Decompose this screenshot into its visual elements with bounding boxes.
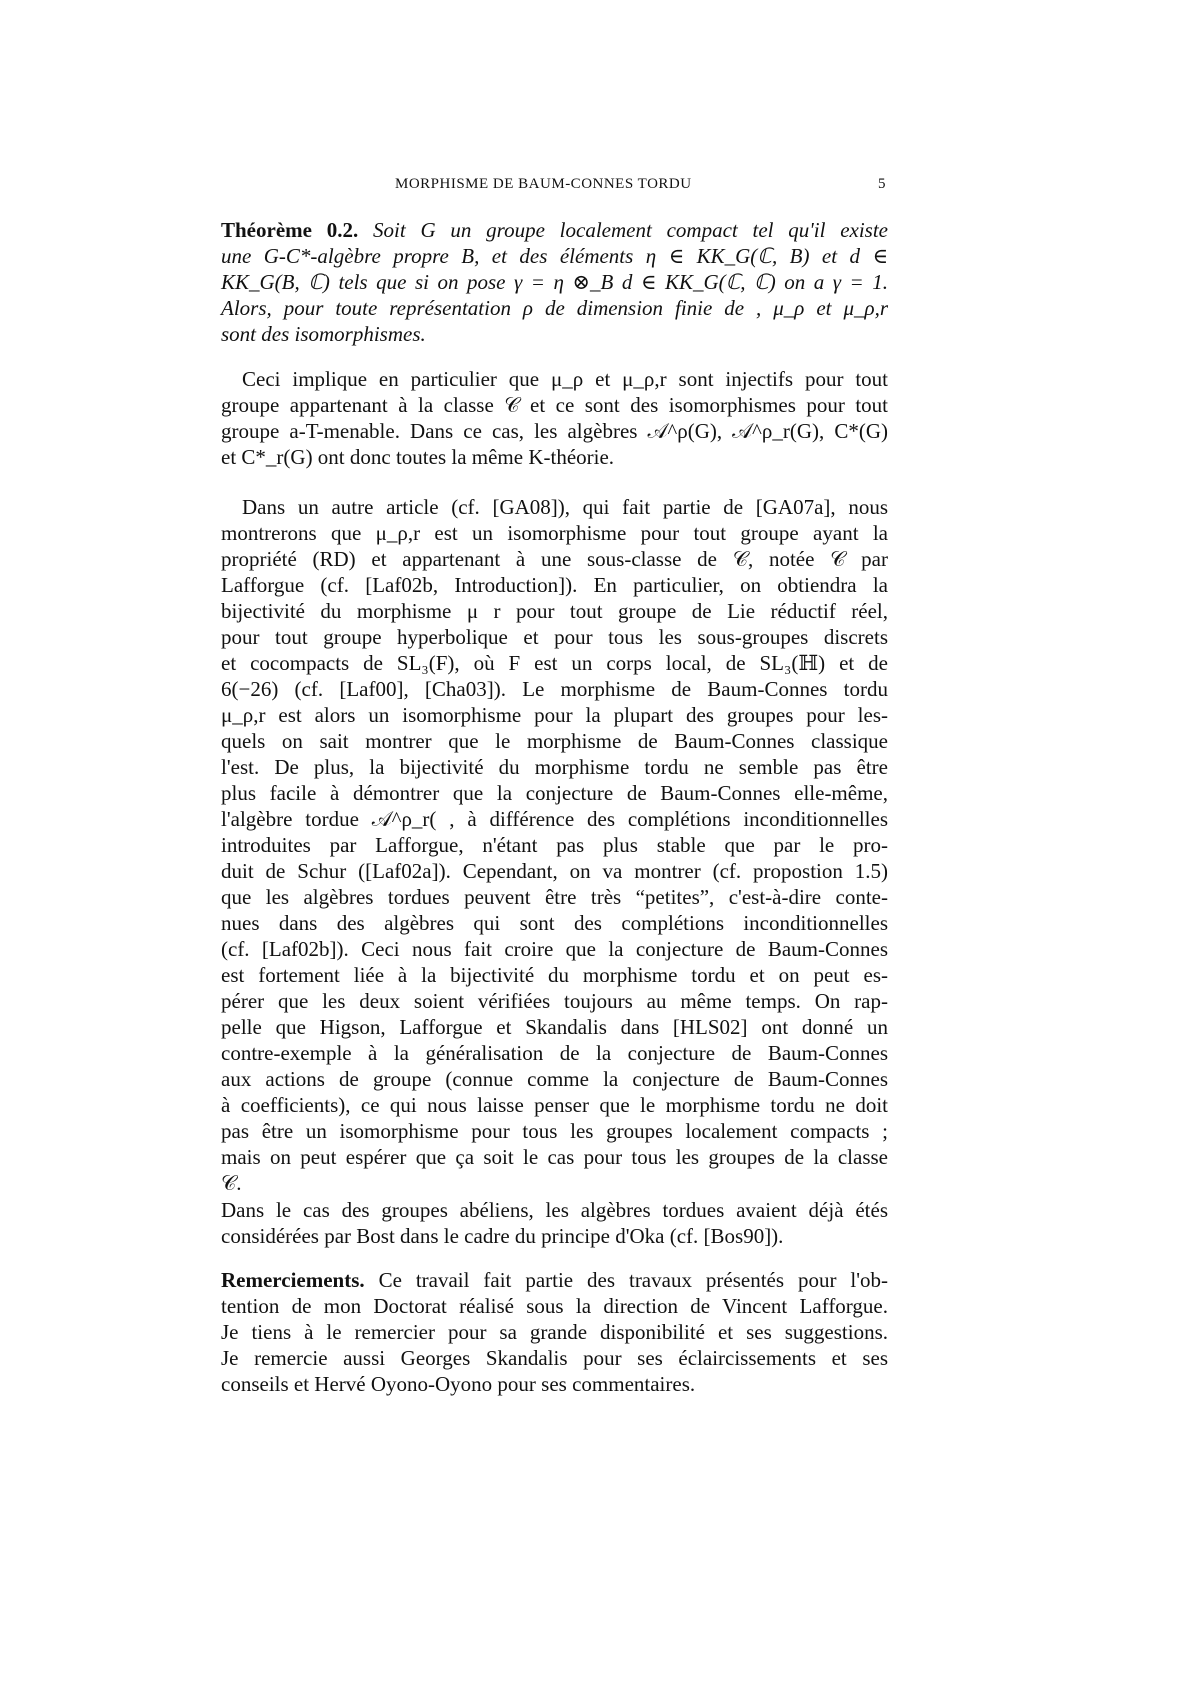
paragraph-2 xyxy=(221,494,888,1196)
text-line: (cf. [Laf02b]). Ceci nous fait croire que la conjecture de Baum-Connes xyxy=(221,937,888,961)
text-line: introduites par Lafforgue, n'étant pas plus stable que par le pro- xyxy=(221,833,888,857)
theorem xyxy=(221,217,888,347)
text-line: pour tout groupe hyperbolique et pour tous les sous-groupes discrets xyxy=(221,625,888,649)
text-line: aux actions de groupe (connue comme la conjecture de Baum-Connes xyxy=(221,1067,888,1091)
text-line: propriété (RD) et appartenant à une sous-classe de 𝒞, notée 𝒞 par xyxy=(221,547,888,571)
theorem-line: une G-C*-algèbre propre B, et des éléments η ∈ KK_G(ℂ, B) et d ∈ xyxy=(221,244,888,268)
text-line: pelle que Higson, Lafforgue et Skandalis dans [HLS02] ont donné un xyxy=(221,1015,888,1039)
acknowledgements-label: Remerciements. xyxy=(221,1268,365,1292)
text-line: montrerons que μ_ρ,r est un isomorphisme pour tout groupe ayant la xyxy=(221,521,888,545)
text-line: pas être un isomorphisme pour tous les groupes localement compacts ; xyxy=(221,1119,888,1143)
ack-line: Je remercie aussi Georges Skandalis pour ses éclaircissements et ses xyxy=(221,1346,888,1370)
text-line: plus facile à démontrer que la conjecture de Baum-Connes elle-même, xyxy=(221,781,888,805)
theorem-line: sont des isomorphismes. xyxy=(221,322,426,346)
acknowledgements xyxy=(221,1267,888,1397)
theorem-label: Théorème 0.2. xyxy=(221,218,359,242)
text-line: μ_ρ,r est alors un isomorphisme pour la plupart des groupes pour les- xyxy=(221,703,888,727)
text-line: à coefficients), ce qui nous laisse penser que le morphisme tordu ne doit xyxy=(221,1093,888,1117)
text-line: bijectivité du morphisme μ r pour tout groupe de Lie réductif réel, xyxy=(221,599,888,623)
ack-line: Je tiens à le remercier pour sa grande disponibilité et ses suggestions. xyxy=(221,1320,888,1344)
text-line: nues dans des algèbres qui sont des complétions inconditionnelles xyxy=(221,911,888,935)
ack-line: tention de mon Doctorat réalisé sous la direction de Vincent Lafforgue. xyxy=(221,1294,888,1318)
theorem-line: Alors, pour toute représentation ρ de dimension finie de , μ_ρ et μ_ρ,r xyxy=(221,296,888,320)
page-number: 5 xyxy=(878,176,886,192)
text-line: considérées par Bost dans le cadre du principe d'Oka (cf. [Bos90]). xyxy=(221,1224,784,1248)
text-line: pérer que les deux soient vérifiées toujours au même temps. On rap- xyxy=(221,989,888,1013)
theorem-line: KK_G(B, ℂ) tels que si on pose γ = η ⊗_B d ∈ KK_G(ℂ, ℂ) on a γ = 1. xyxy=(221,270,888,294)
text-line: Dans le cas des groupes abéliens, les algèbres tordues avaient déjà étés xyxy=(221,1198,888,1222)
text-line: est fortement liée à la bijectivité du morphisme tordu et on peut es- xyxy=(221,963,888,987)
text-line: et cocompacts de SL₃(F), où F est un corps local, de SL₃(ℍ) et de xyxy=(221,651,888,675)
theorem-line: Soit G un groupe localement compact tel qu'il existe xyxy=(358,218,888,242)
text-line: Ceci implique en particulier que μ_ρ et μ_ρ,r sont injectifs pour tout xyxy=(242,367,888,391)
paragraph-1 xyxy=(221,366,888,470)
text-line: groupe appartenant à la classe 𝒞 et ce sont des isomorphismes pour tout xyxy=(221,393,888,417)
text-line: 𝒞. xyxy=(221,1171,242,1195)
text-line: l'algèbre tordue 𝒜^ρ_r( , à différence des complétions inconditionnelles xyxy=(221,807,888,831)
paragraph-3 xyxy=(221,1197,888,1249)
text-line: contre-exemple à la généralisation de la conjecture de Baum-Connes xyxy=(221,1041,888,1065)
text-line: quels on sait montrer que le morphisme de Baum-Connes classique xyxy=(221,729,888,753)
text-line: l'est. De plus, la bijectivité du morphisme tordu ne semble pas être xyxy=(221,755,888,779)
text-line: 6(−26) (cf. [Laf00], [Cha03]). Le morphisme de Baum-Connes tordu xyxy=(221,677,888,701)
header-title: MORPHISME DE BAUM-CONNES TORDU xyxy=(395,176,692,192)
text-line: et C*_r(G) ont donc toutes la même K-théorie. xyxy=(221,445,615,469)
ack-line: Ce travail fait partie des travaux présentés pour l'ob- xyxy=(364,1268,888,1292)
ack-line: conseils et Hervé Oyono-Oyono pour ses commentaires. xyxy=(221,1372,696,1396)
text-line: Lafforgue (cf. [Laf02b, Introduction]). En particulier, on obtiendra la xyxy=(221,573,888,597)
text-line: Dans un autre article (cf. [GA08]), qui fait partie de [GA07a], nous xyxy=(242,495,888,519)
text-line: groupe a-T-menable. Dans ce cas, les algèbres 𝒜^ρ(G), 𝒜^ρ_r(G), C*(G) xyxy=(221,419,888,443)
text-line: mais on peut espérer que ça soit le cas pour tous les groupes de la classe xyxy=(221,1145,888,1169)
text-line: que les algèbres tordues peuvent être très “petites”, c'est-à-dire conte- xyxy=(221,885,888,909)
text-line: duit de Schur ([Laf02a]). Cependant, on va montrer (cf. propostion 1.5) xyxy=(221,859,888,883)
